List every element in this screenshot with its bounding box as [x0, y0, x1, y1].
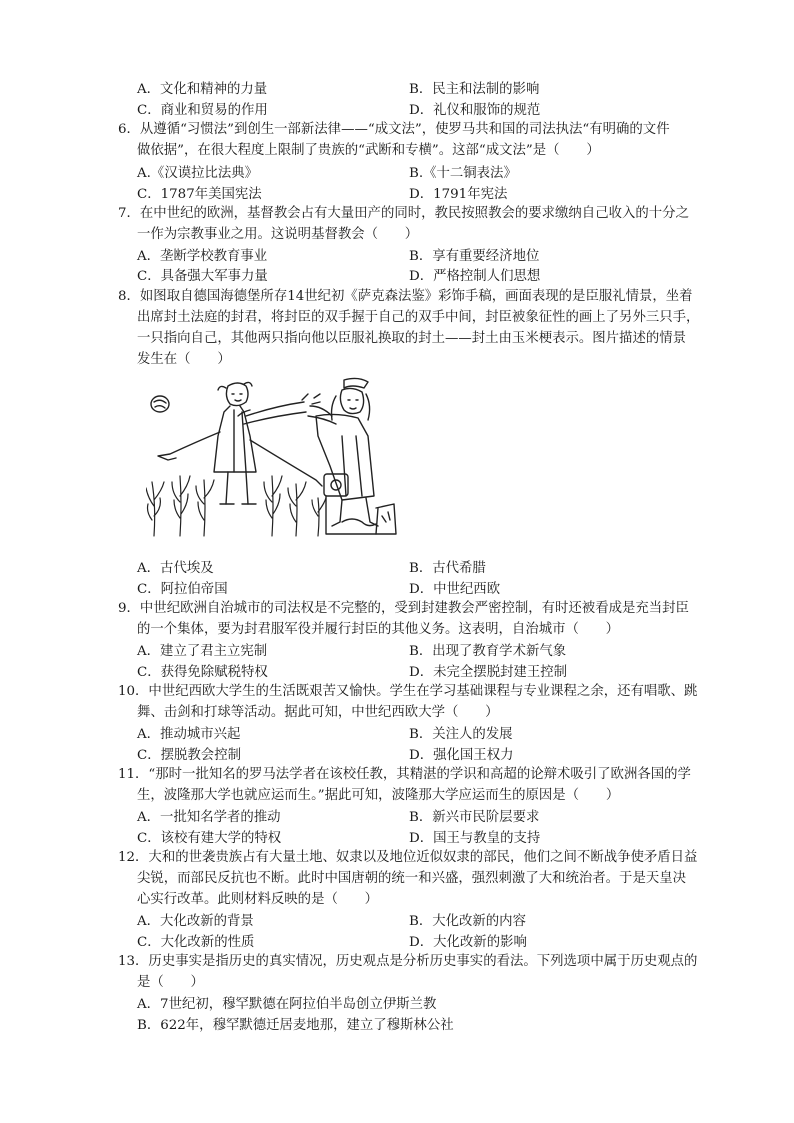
q13-option-b[interactable]: B．622年，穆罕默德迁居麦地那，建立了穆斯林公社 — [137, 1018, 454, 1033]
q8-stem-line-3: 一只指向自己，其他两只指向他以臣服礼换取的封土——封土由玉米梗表示。图片描述的情景 — [137, 331, 687, 346]
q12-stem-line-2: 尖锐，而部民反抗也不断。此时中国唐朝的统一和兴盛，强烈刺激了大和统治者。于是天皇决 — [137, 871, 687, 886]
q10-stem-line-2: 舞、击剑和打球等活动。据此可知，中世纪西欧大学（ ） — [137, 705, 499, 720]
q7-option-row-2 — [137, 265, 737, 285]
q8-option-b[interactable]: B．古代希腊 — [409, 561, 486, 576]
q6-option-d[interactable]: D．1791年宪法 — [409, 187, 508, 202]
q11-option-row-1 — [137, 806, 737, 826]
question-11 — [118, 764, 728, 806]
q8-option-c[interactable]: C．阿拉伯帝国 — [137, 582, 228, 597]
q5-option-b[interactable]: B．民主和法制的影响 — [409, 82, 540, 97]
q11-option-d[interactable]: D．国王与教皇的支持 — [409, 831, 541, 846]
q10-option-d[interactable]: D．强化国王权力 — [409, 748, 514, 763]
q8-stem-line-2: 出席封土法庭的封君，将封臣的双手握于自己的双手中间，封臣被象征性的画上了另外三只手， — [137, 310, 700, 325]
q13-stem-line-1: 13．历史事实是指历史的真实情况，历史观点是分析历史事实的看法。下列选项中属于历史观点的 — [118, 954, 698, 969]
q6-option-c[interactable]: C．1787年美国宪法 — [137, 187, 262, 202]
q11-option-row-2 — [137, 827, 737, 847]
q7-stem-line-2: 一作为宗教事业之用。这说明基督教会（ ） — [137, 227, 419, 242]
q9-stem-line-2: 的一个集体，要为封君服军役并履行封臣的其他义务。这表明，自治城市（ ） — [137, 622, 620, 637]
q12-option-a[interactable]: A．大化改新的背景 — [137, 914, 254, 929]
vassal-figure — [158, 382, 322, 504]
q5-option-row-1 — [137, 78, 737, 98]
q6-stem-line-2: 做依据”，在很大程度上限制了贵族的“武断和专横”。这部“成文法”是（ ） — [137, 143, 600, 158]
q10-option-b[interactable]: B．关注人的发展 — [409, 727, 513, 742]
homage-scene-illustration — [146, 376, 406, 546]
q8-option-a[interactable]: A．古代埃及 — [137, 561, 214, 576]
q11-stem-line-1: 11．“那时一批知名的罗马法学者在该校任教，其精湛的学识和高超的论辩术吸引了欧洲各国的学 — [118, 767, 691, 782]
q6-option-a[interactable]: A.《汉谟拉比法典》 — [137, 166, 259, 181]
q5-option-d[interactable]: D．礼仪和服饰的规范 — [409, 103, 541, 118]
q6-option-row-2 — [137, 183, 737, 203]
q10-option-row-1 — [137, 723, 737, 743]
q5-option-c[interactable]: C．商业和贸易的作用 — [137, 103, 268, 118]
question-8 — [118, 286, 728, 370]
q12-option-d[interactable]: D．大化改新的影响 — [409, 935, 527, 950]
q10-option-c[interactable]: C．摆脱教会控制 — [137, 748, 241, 763]
q5-option-a[interactable]: A．文化和精神的力量 — [137, 82, 268, 97]
q12-option-row-1 — [137, 910, 737, 930]
emblem-circle — [151, 396, 169, 412]
q9-option-a[interactable]: A．建立了君主立宪制 — [137, 644, 268, 659]
emblem-marks — [154, 400, 166, 408]
q12-option-row-2 — [137, 931, 737, 951]
q9-option-d[interactable]: D．未完全摆脱封建王控制 — [409, 665, 568, 680]
q7-option-b[interactable]: B．享有重要经济地位 — [409, 249, 540, 264]
q8-option-row-2 — [137, 578, 737, 598]
q6-option-row-1 — [137, 162, 737, 182]
q12-stem-line-1: 12．大和的世袭贵族占有大量土地、奴隶以及地位近似奴隶的部民，他们之间不断战争使矛盾日益 — [118, 850, 698, 865]
q9-option-row-1 — [137, 640, 737, 660]
q11-option-c[interactable]: C．该校有建大学的特权 — [137, 831, 282, 846]
q12-option-b[interactable]: B．大化改新的内容 — [409, 914, 526, 929]
question-10 — [118, 681, 728, 723]
q9-option-c[interactable]: C．获得免除赋税特权 — [137, 665, 268, 680]
q13-option-a[interactable]: A．7世纪初，穆罕默德在阿拉伯半岛创立伊斯兰教 — [137, 997, 437, 1012]
question-13 — [118, 951, 728, 993]
q6-option-b[interactable]: B.《十二铜表法》 — [409, 166, 517, 181]
q9-stem-line-1: 9．中世纪欧洲自治城市的司法权是不完整的，受到封建教会严密控制，有时还被看成是充当封臣 — [118, 601, 689, 616]
q9-option-b[interactable]: B．出现了教育学术新气象 — [409, 644, 567, 659]
q6-stem-line-1: 6．从遵循“习惯法”到创生一部新法律——“成文法”，使罗马共和国的司法执法“有明确的文件 — [118, 122, 670, 137]
corn-stalks — [146, 476, 326, 536]
q10-stem-line-1: 10．中世纪西欧大学生的生活既艰苦又愉快。学生在学习基础课程与专业课程之余，还有唱歌、跳 — [118, 684, 698, 699]
question-7 — [118, 203, 728, 245]
q8-option-row-1 — [137, 557, 737, 577]
homage-scene-drawing — [146, 376, 406, 546]
q7-stem-line-1: 7．在中世纪的欧洲，基督教会占有大量田产的同时，教民按照教会的要求缴纳自己收入的十分之 — [118, 206, 689, 221]
q7-option-row-1 — [137, 245, 737, 265]
q5-option-row-2 — [137, 99, 737, 119]
q8-stem-line-4: 发生在（ ） — [137, 352, 231, 367]
q8-option-d[interactable]: D．中世纪西欧 — [409, 582, 501, 597]
q10-option-row-2 — [137, 744, 737, 764]
q12-option-c[interactable]: C．大化改新的性质 — [137, 935, 255, 950]
q12-stem-line-3: 心实行改革。此则材料反映的是（ ） — [137, 892, 379, 907]
q11-option-b[interactable]: B．新兴市民阶层要求 — [409, 810, 540, 825]
q13-stem-line-2: 是（ ） — [137, 975, 204, 990]
q9-option-row-2 — [137, 661, 737, 681]
q7-option-a[interactable]: A．垄断学校教育事业 — [137, 249, 268, 264]
q11-option-a[interactable]: A．一批知名学者的推动 — [137, 810, 281, 825]
question-6 — [118, 119, 728, 161]
q8-stem-line-1: 8．如图取自德国海德堡所存14世纪初《萨克森法鉴》彩饰手稿，画面表现的是臣服礼情景，坐着 — [118, 289, 693, 304]
q11-stem-line-2: 生，波隆那大学也就应运而生。”据此可知，波隆那大学应运而生的原因是（ ） — [137, 788, 620, 803]
question-9 — [118, 598, 728, 640]
q7-option-c[interactable]: C．具备强大军事力量 — [137, 269, 268, 284]
q7-option-d[interactable]: D．严格控制人们思想 — [409, 269, 541, 284]
question-12 — [118, 847, 728, 910]
lord-figure — [302, 378, 378, 526]
q10-option-a[interactable]: A．推动城市兴起 — [137, 727, 241, 742]
